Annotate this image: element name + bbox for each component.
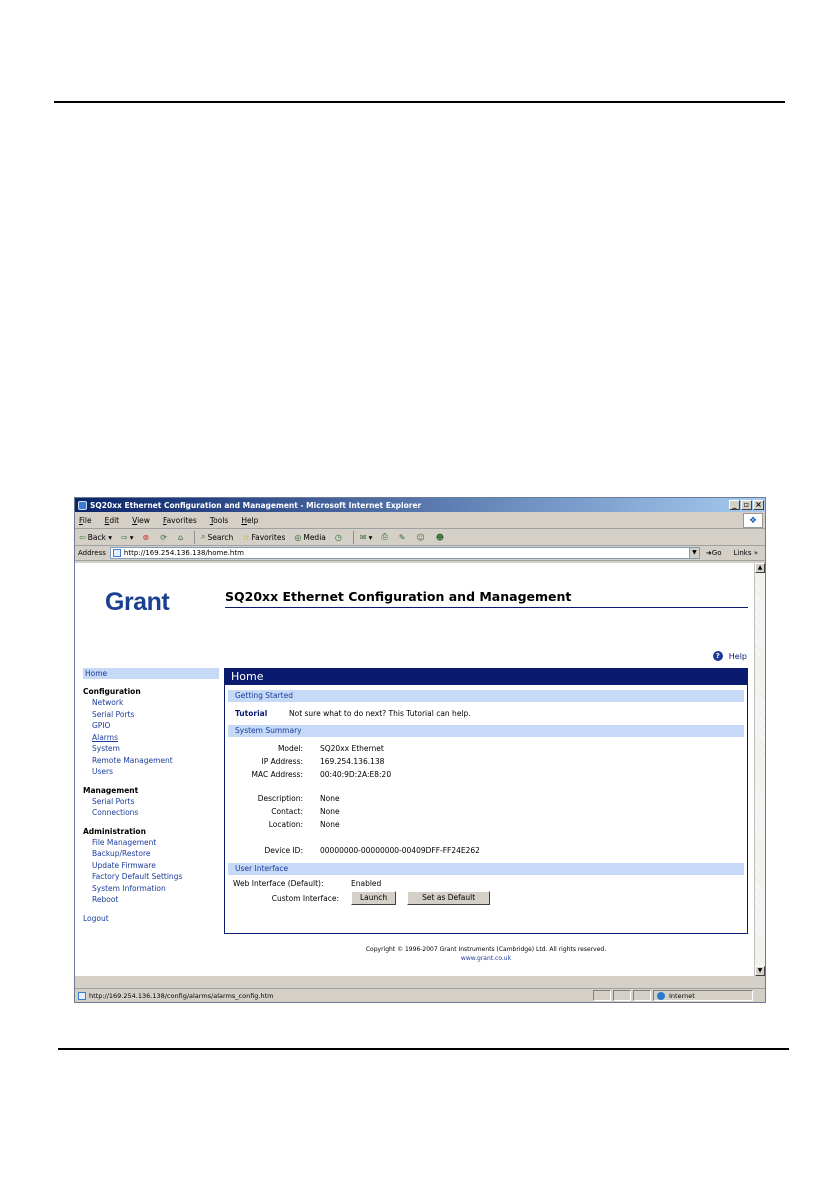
summary-row [225, 769, 747, 782]
web-interface-label: Web Interface (Default): [233, 878, 324, 888]
content-header: Home [225, 669, 747, 685]
back-button[interactable]: ⇦ Back ▾ [79, 532, 113, 542]
stop-icon: ⊗ [142, 532, 150, 542]
refresh-icon: ⟳ [160, 532, 167, 542]
page-icon [78, 992, 86, 1000]
search-label: Search [207, 532, 234, 542]
page-title: SQ20xx Ethernet Configuration and Management [225, 589, 572, 604]
menu-bar [75, 512, 765, 529]
ie-icon [78, 501, 87, 510]
web-interface-value: Enabled [351, 878, 382, 888]
help-link[interactable] [713, 651, 747, 661]
vertical-scrollbar[interactable] [754, 563, 765, 976]
summary-table [225, 737, 747, 858]
summary-label: MAC Address: [251, 769, 303, 779]
discuss-icon: ☺ [416, 532, 425, 542]
close-icon[interactable]: × [753, 500, 764, 510]
mail-icon: ✉ [359, 532, 367, 542]
sidebar-item-update-firmware[interactable]: Update Firmware [92, 860, 156, 870]
sidebar-item-home[interactable]: Home [83, 668, 219, 679]
back-label: Back [87, 532, 106, 542]
tutorial-row [235, 709, 747, 718]
star-icon: ☆ [242, 532, 250, 542]
menu-favorites[interactable]: Favorites [162, 515, 197, 525]
summary-value: 169.254.136.138 [320, 756, 385, 766]
security-zone [653, 990, 753, 1001]
sidebar-item-system-information[interactable]: System Information [92, 883, 166, 893]
status-text: http://169.254.136.138/config/alarms/alarms_config.htm [89, 991, 274, 1000]
messenger-button[interactable] [436, 533, 446, 542]
sidebar-item-network[interactable]: Network [92, 698, 124, 707]
search-button[interactable] [201, 532, 233, 542]
media-button[interactable] [294, 533, 326, 542]
print-button[interactable] [381, 532, 389, 542]
menu-edit[interactable]: Edit [104, 515, 120, 525]
refresh-button[interactable] [160, 533, 169, 542]
nav-group-configuration [83, 686, 219, 778]
launch-button[interactable]: Launch [351, 891, 396, 905]
stop-button[interactable] [143, 533, 152, 542]
favorites-label: Favorites [251, 532, 286, 542]
set-as-default-button[interactable]: Set as Default [407, 891, 490, 905]
summary-value: 00000000-00000000-00409DFF-FF24E262 [320, 845, 480, 855]
main-content [224, 668, 748, 934]
window-title: SQ20xx Ethernet Configuration and Management - Microsoft Internet Explorer [90, 500, 422, 510]
summary-row [225, 743, 747, 756]
page-top-rule [54, 101, 785, 103]
go-label: Go [711, 549, 722, 557]
sidebar-item-remote-management[interactable]: Remote Management [92, 755, 173, 765]
address-dropdown-icon[interactable]: ▼ [689, 548, 699, 558]
links-button[interactable]: Links » [733, 549, 758, 557]
tutorial-link[interactable]: Tutorial [235, 709, 268, 718]
media-label: Media [303, 532, 326, 542]
sidebar-item-backup-restore[interactable]: Backup/Restore [92, 849, 151, 858]
nav-group-title: Management [83, 785, 139, 795]
history-icon: ◷ [334, 532, 342, 542]
forward-button[interactable]: ⇨ ▾ [121, 532, 134, 542]
browser-window [74, 497, 766, 1003]
ui-row [225, 878, 747, 891]
summary-value: None [320, 819, 340, 829]
summary-value: None [320, 807, 340, 817]
edit-icon: ✎ [398, 532, 406, 542]
section-getting-started: Getting Started [228, 690, 744, 702]
sidebar-item-system[interactable]: System [92, 744, 120, 753]
summary-value: 00:40:9D:2A:E8:20 [320, 769, 392, 779]
sidebar-item-reboot[interactable]: Reboot [92, 895, 119, 904]
history-button[interactable] [335, 533, 344, 542]
sidebar-item-users[interactable]: Users [92, 767, 114, 776]
restore-icon[interactable]: ▫ [741, 500, 752, 510]
menu-help[interactable]: Help [241, 515, 259, 525]
links-label: Links [733, 549, 752, 557]
toolbar-separator [194, 531, 195, 544]
summary-row [225, 819, 747, 832]
address-bar [75, 546, 765, 561]
go-button[interactable]: ➜Go [705, 549, 722, 557]
edit-button[interactable] [399, 533, 408, 542]
minimize-icon[interactable]: _ [729, 500, 740, 510]
messenger-icon: ☻ [435, 532, 445, 542]
print-icon: ⎙ [381, 532, 388, 541]
summary-row [225, 756, 747, 769]
status-bar [75, 988, 765, 1002]
section-user-interface: User Interface [228, 863, 744, 875]
sidebar-item-file-management[interactable]: File Management [92, 837, 157, 847]
page-viewport [75, 563, 755, 976]
summary-label: Location: [268, 819, 303, 829]
summary-label: Description: [257, 794, 303, 804]
toolbar [75, 529, 765, 546]
summary-label: Contact: [271, 807, 303, 817]
zone-label: Internet [669, 991, 695, 1000]
page-icon [113, 549, 121, 557]
help-label: Help [728, 651, 747, 661]
sidebar-item-factory-defaults[interactable]: Factory Default Settings [92, 872, 183, 881]
sidebar-item-serial-ports[interactable]: Serial Ports [92, 709, 135, 719]
menu-view[interactable]: View [132, 515, 150, 525]
mail-button[interactable]: ✉ ▾ [359, 532, 373, 542]
nav-group-title: Configuration [83, 687, 141, 696]
summary-value: None [320, 794, 340, 804]
menu-tools[interactable]: Tools [209, 515, 229, 525]
summary-row [225, 806, 747, 819]
help-icon: ? [713, 651, 723, 661]
grant-logo: Grant [105, 588, 170, 616]
page-footer [224, 945, 748, 963]
sidebar-item-connections[interactable]: Connections [92, 808, 139, 817]
forward-arrow-icon: ⇨ [121, 532, 128, 542]
favorites-button[interactable] [242, 533, 285, 542]
summary-value: SQ20xx Ethernet [320, 744, 384, 753]
summary-label: IP Address: [261, 756, 303, 766]
footer-url-link[interactable]: www.grant.co.uk [460, 955, 512, 962]
nav-group-administration [83, 826, 219, 906]
scroll-up-icon[interactable]: ▲ [755, 563, 765, 573]
globe-icon [657, 992, 665, 1000]
status-cell [633, 990, 651, 1001]
address-label: Address [78, 549, 106, 557]
section-system-summary: System Summary [228, 725, 744, 737]
back-arrow-icon: ⇦ [79, 532, 86, 542]
sidebar-item-logout[interactable]: Logout [83, 913, 109, 923]
sidebar-item-gpio[interactable]: GPIO [92, 721, 111, 730]
discuss-button[interactable] [416, 533, 426, 542]
sidebar-item-alarms[interactable]: Alarms [92, 732, 118, 742]
status-cell [593, 990, 611, 1001]
page-bottom-rule [58, 1048, 789, 1050]
address-value: http://169.254.136.138/home.htm [123, 549, 244, 557]
media-icon: ◎ [294, 532, 302, 542]
spacer [225, 832, 747, 845]
nav-group-title: Administration [83, 826, 146, 836]
sidebar-item-mgmt-serial-ports[interactable]: Serial Ports [92, 796, 135, 806]
sidebar-nav [83, 668, 219, 924]
tutorial-text: Not sure what to do next? This Tutorial can help. [289, 709, 471, 718]
windows-logo-icon: ❖ [743, 513, 763, 528]
nav-group-management [83, 785, 219, 819]
summary-label: Device ID: [264, 845, 303, 855]
search-icon: ⌕ [201, 532, 206, 541]
title-rule [225, 607, 748, 608]
scroll-down-icon[interactable]: ▼ [755, 966, 765, 976]
home-icon: ⌂ [177, 532, 184, 542]
home-button[interactable] [178, 533, 185, 542]
summary-row [225, 845, 747, 858]
copyright-text: Copyright © 1996-2007 Grant Instruments (Cambridge) Ltd. All rights reserved. [365, 946, 607, 953]
title-bar [75, 498, 765, 512]
spacer [225, 781, 747, 793]
custom-interface-label: Custom Interface: [271, 893, 339, 903]
address-input[interactable] [110, 547, 700, 559]
summary-row [225, 793, 747, 806]
status-cell [613, 990, 631, 1001]
toolbar-separator [353, 531, 354, 544]
menu-file[interactable]: File [79, 515, 92, 525]
summary-label: Model: [277, 744, 303, 753]
ui-row [225, 891, 747, 905]
